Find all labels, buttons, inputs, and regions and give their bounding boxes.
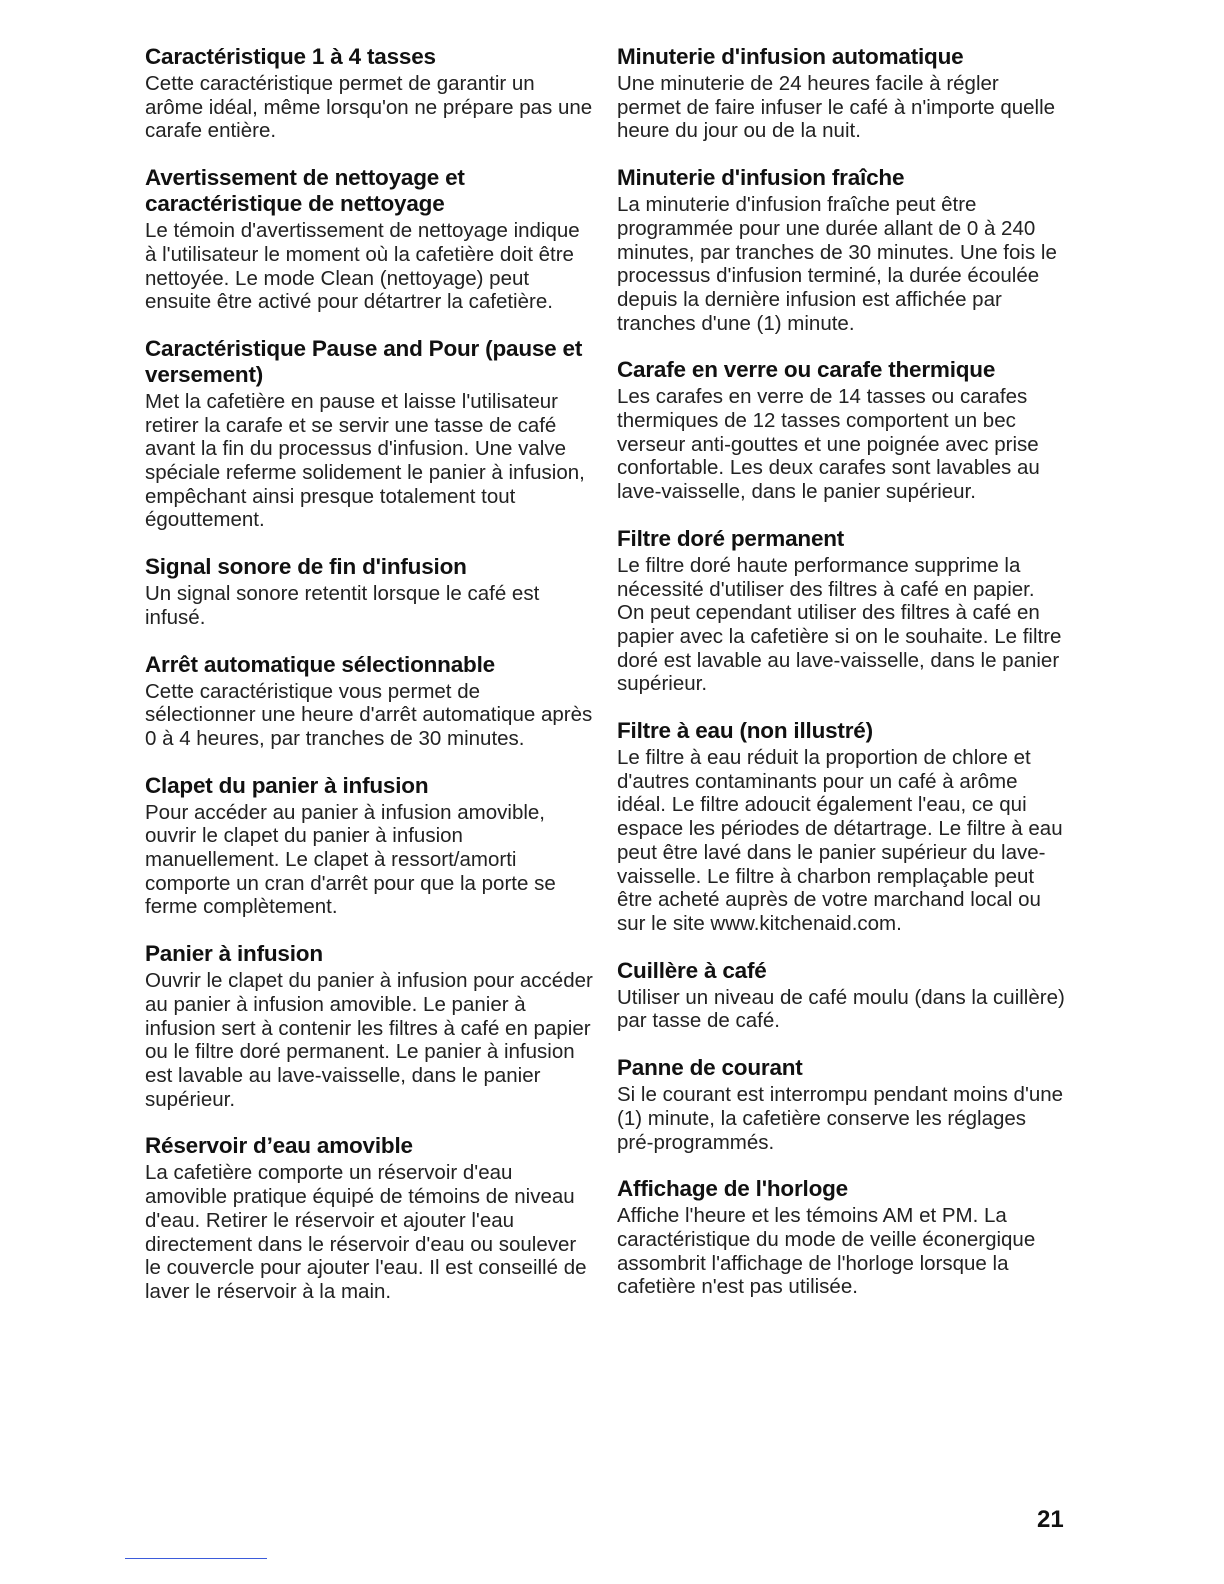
section-title: Panier à infusion: [145, 941, 323, 967]
section-body: Si le courant est interrompu pendant moins d'une (1) minute, la cafetière conserve les réglages pré-programmés.: [617, 1083, 1064, 1154]
section-body: Le témoin d'avertissement de nettoyage indique à l'utilisateur le moment où la cafetière doit être nettoyée. Le mode Clean (nettoyage) peut ensuite être activé pour détartrer la cafetière.: [145, 219, 580, 314]
section-title: Réservoir d’eau amovible: [145, 1133, 413, 1159]
section-title: Minuterie d'infusion fraîche: [617, 165, 905, 191]
section-title: Clapet du panier à infusion: [145, 772, 429, 798]
page-number: 21: [1037, 1506, 1064, 1533]
section-carafe: [617, 357, 1067, 504]
section-body: Un signal sonore retentit lorsque le café est infusé.: [145, 582, 540, 629]
section-water-filter: [617, 718, 1067, 936]
section-body: Le filtre à eau réduit la proportion de chlore et d'autres contaminants pour un café à arôme idéal. Le filtre adoucit également l'eau, ce qui espace les périodes de détartrage. Le filtre à eau peut être lavé dans le panier supérieur du lave-vaisselle. Le filtre à charbon remplaçable peut être acheté auprès de votre marchand local ou sur le site www.kitchenaid.com.: [617, 746, 1063, 935]
section-title: Affichage de l'horloge: [617, 1176, 848, 1202]
section-body: La minuterie d'infusion fraîche peut être programmée pour une durée allant de 0 à 240 minutes, par tranches de 30 minutes. Une fois le processus d'infusion terminé, la durée écoulée depuis la dernière infusion est affichée par tranches d'une (1) minute.: [617, 193, 1057, 335]
section-body: Cette caractéristique vous permet de sélectionner une heure d'arrêt automatique après 0 à 4 heures, par tranches de 30 minutes.: [145, 679, 593, 750]
section-body: Met la cafetière en pause et laisse l'utilisateur retirer la carafe et se servir une tasse de café avant la fin du processus d'infusion. Une valve spéciale referme solidement le panier à infusion, empêchant ainsi presque totalement tout égouttement.: [145, 389, 585, 532]
section-body: Ouvrir le clapet du panier à infusion pour accéder au panier à infusion amovible. Le panier à infusion sert à contenir les filtres à café en papier ou le filtre doré permanent. Le panier à infusion est lavable au lave-vaisselle, dans le panier supérieur.: [145, 969, 593, 1111]
section-title: Carafe en verre ou carafe thermique: [617, 357, 996, 383]
section-title: Caractéristique 1 à 4 tasses: [145, 44, 436, 69]
section-body: Pour accéder au panier à infusion amovible, ouvrir le clapet du panier à infusion manuellement. Le clapet à ressort/amorti comporte un cran d'arrêt pour que la porte se ferme complètement.: [145, 800, 556, 919]
section-pause-and-pour: [145, 336, 593, 532]
section-title: Panne de courant: [617, 1055, 803, 1081]
section-power-outage: [617, 1055, 1067, 1154]
section-title: Filtre à eau (non illustré): [617, 718, 873, 744]
section-auto-brew-timer: [617, 44, 1067, 143]
section-brew-basket: [145, 941, 593, 1111]
section-freshness-timer: [617, 165, 1067, 335]
section-auto-shutoff: [145, 652, 593, 751]
section-title: Minuterie d'infusion automatique: [617, 44, 964, 69]
section-title: Arrêt automatique sélectionnable: [145, 651, 495, 677]
section-body: Une minuterie de 24 heures facile à régler permet de faire infuser le café à n'importe quelle heure du jour ou de la nuit.: [617, 72, 1056, 143]
section-body: Utiliser un niveau de café moulu (dans la cuillère) par tasse de café.: [617, 985, 1065, 1033]
section-body: Affiche l'heure et les témoins AM et PM. La caractéristique du mode de veille éconergique assombrit l'affichage de l'horloge lorsque la cafetière n'est pas utilisée.: [617, 1204, 1036, 1299]
section-title: Avertissement de nettoyage et caractéristique de nettoyage: [145, 165, 465, 217]
right-column: [617, 44, 1067, 1321]
bottom-rule: [125, 1558, 267, 1559]
section-body: Les carafes en verre de 14 tasses ou carafes thermiques de 12 tasses comportent un bec verseur anti-gouttes et une poignée avec prise confortable. Les deux carafes sont lavables au lave-vaisselle, dans le panier supérieur.: [617, 385, 1040, 504]
section-body: Le filtre doré haute performance supprime la nécessité d'utiliser des filtres à café en papier. On peut cependant utiliser des filtres à café en papier avec la cafetière si on le souhaite. Le filtre doré est lavable au lave-vaisselle, dans le panier supérieur.: [617, 553, 1062, 696]
section-1-4-cups: [145, 44, 593, 143]
left-column: [145, 44, 593, 1326]
section-body: La cafetière comporte un réservoir d'eau amovible pratique équipé de témoins de niveau d'eau. Retirer le réservoir et ajouter l'eau directement dans le réservoir d'eau ou soulever le couvercle pour ajouter l'eau. Il est conseillé de laver le réservoir à la main.: [145, 1161, 587, 1303]
section-title: Signal sonore de fin d'infusion: [145, 554, 467, 580]
section-brew-end-signal: [145, 554, 593, 629]
section-title: Filtre doré permanent: [617, 525, 845, 551]
section-brew-basket-door: [145, 773, 593, 920]
section-coffee-scoop: [617, 958, 1067, 1033]
section-water-reservoir: [145, 1133, 593, 1303]
section-body: Cette caractéristique permet de garantir un arôme idéal, même lorsqu'on ne prépare pas une carafe entière.: [145, 72, 593, 143]
section-clock-display: [617, 1176, 1067, 1299]
section-title: Cuillère à café: [617, 957, 767, 983]
section-gold-filter: [617, 526, 1067, 696]
section-title: Caractéristique Pause and Pour (pause et versement): [145, 335, 583, 387]
section-clean-warning: [145, 165, 593, 314]
